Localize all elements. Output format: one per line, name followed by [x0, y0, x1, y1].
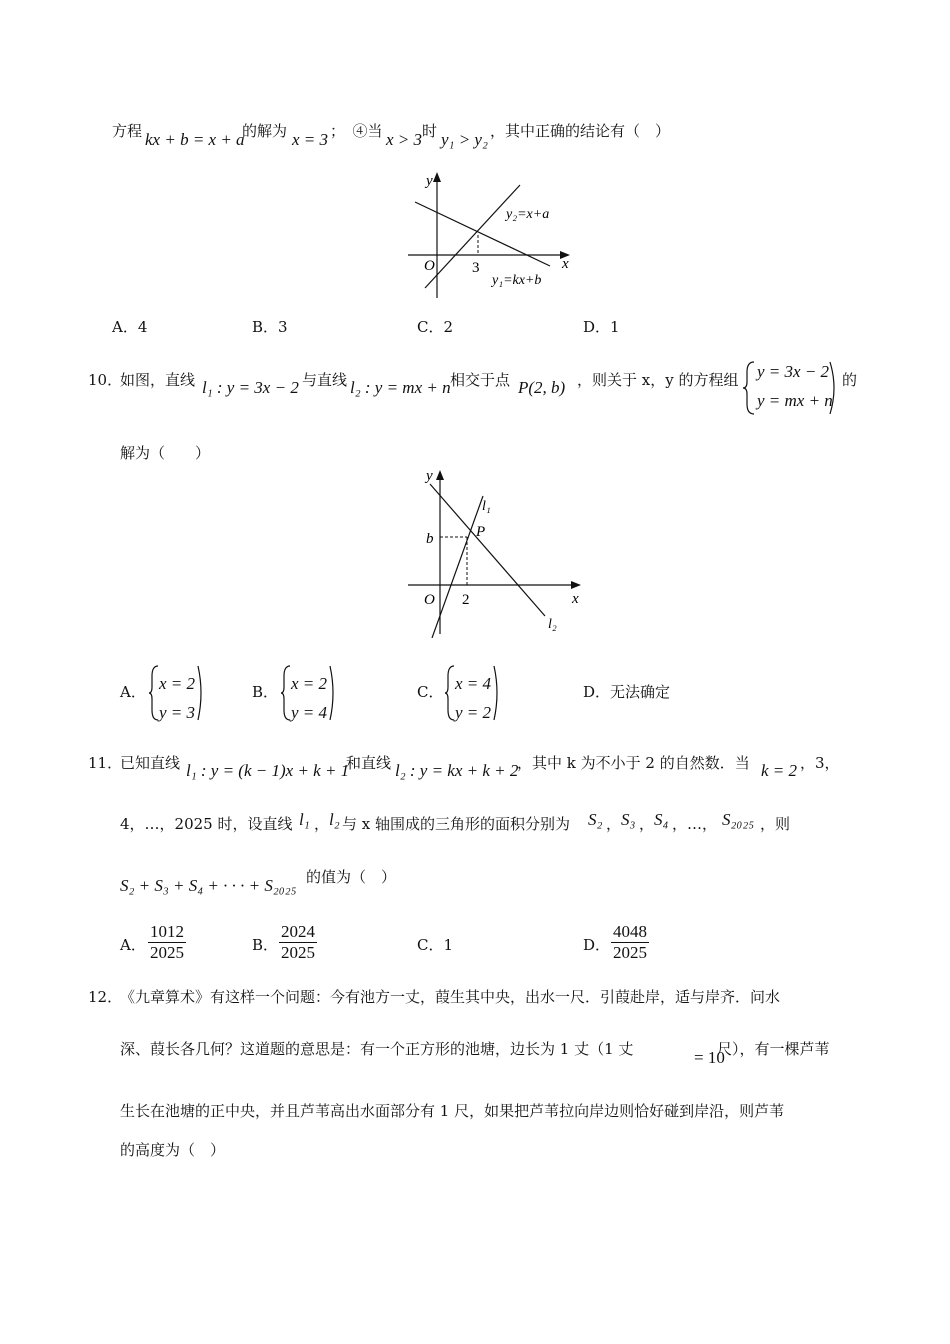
q11-text: ， [639, 815, 655, 833]
q9-text: 时 [422, 122, 438, 140]
q11-text: ，则 [760, 815, 791, 833]
denominator: 2025 [613, 943, 647, 962]
q10-point: P(2, b) [518, 378, 566, 397]
y1-label: y₁=kx+b [492, 273, 542, 288]
l1-label: l₁ [482, 499, 491, 514]
q9-condition: x > 3 [386, 130, 423, 149]
q11-option-b-fraction [279, 922, 317, 963]
q11-text: ，3， [800, 754, 840, 772]
q9-option-d[interactable]: D．1 [583, 318, 620, 336]
q11-text: 4，…，2025 时，设直线 [120, 815, 293, 833]
q10-text: 相交于点 [450, 371, 511, 389]
tick-3: 3 [472, 260, 480, 276]
y-label: y [426, 468, 433, 484]
q11-k2: k = 2 [761, 761, 798, 780]
q11-option-a-fraction [148, 922, 186, 963]
q10-option-a-label[interactable]: A． [120, 683, 146, 701]
q11-sum: S₂ + S₃ + S₄ + · · · + S₂₀₂₅ [120, 876, 297, 895]
p-label: P [476, 524, 486, 540]
q11-option-b-label[interactable]: B． [252, 936, 279, 954]
q11-l1-sym: l₁ [299, 810, 310, 829]
q11-text: 的值为（ ） [306, 868, 397, 886]
q12-line3: 生长在池塘的正中央，并且芦苇高出水面部分有 1 尺，如果把芦苇拉向岸边则恰好碰到岸沿，则芦苇 [120, 1102, 785, 1120]
q10-text: ，则关于 x，y 的方程组 [577, 371, 739, 389]
q11-s3: S₃ [621, 810, 636, 829]
q10-number: 10． [88, 371, 123, 389]
q10-option-c-row2: y = 2 [455, 703, 492, 722]
q11-option-c[interactable]: C．1 [417, 936, 454, 954]
q10-text: 与直线 [302, 371, 348, 389]
q11-number: 11． [88, 754, 123, 772]
y-axis-arrow [436, 470, 444, 480]
q10-option-b-label[interactable]: B． [252, 683, 279, 701]
q9-solution: x = 3 [292, 130, 329, 149]
q11-s4: S₄ [654, 810, 669, 829]
q9-option-b[interactable]: B．3 [252, 318, 288, 336]
y2-label: y₂=x+a [506, 207, 550, 222]
q12-line1: 《九章算术》有这样一个问题：今有池方一丈，葭生其中央，出水一尺．引葭赴岸，适与岸齐．问水 [120, 988, 781, 1006]
x-label: x [562, 256, 569, 272]
q11-option-d-label[interactable]: D． [583, 936, 611, 954]
denominator: 2025 [150, 943, 184, 962]
q10-option-c-paren [492, 664, 502, 722]
origin-label: O [424, 592, 435, 608]
q11-text: 与 x 轴围成的三角形的面积分别为 [342, 815, 570, 833]
origin-label: O [424, 258, 435, 274]
numerator: 4048 [613, 922, 647, 941]
x-label: x [572, 591, 579, 607]
b-label: b [426, 531, 434, 547]
q10-l1: l₁ : y = 3x − 2 [202, 378, 299, 397]
denominator: 2025 [281, 943, 315, 962]
q10-right-paren [828, 360, 842, 416]
q9-option-a[interactable]: A．4 [112, 318, 148, 336]
q11-s2: S₂ [588, 810, 603, 829]
q9-option-c[interactable]: C．2 [417, 318, 454, 336]
q9-text: ； ④当 [330, 122, 383, 140]
q10-l2: l₂ : y = mx + n [350, 378, 451, 397]
q11-l2-sym: l₂ [329, 810, 340, 829]
numerator: 1012 [150, 922, 184, 941]
q10-option-a-paren [196, 664, 206, 722]
q12-line2a: 深、葭长各几何？这道题的意思是：有一个正方形的池塘，边长为 1 丈（1 丈 [120, 1040, 634, 1058]
q9-line: 方程 [112, 122, 143, 140]
q10-text: 解为（ ） [120, 444, 211, 462]
q10-option-c-row1: x = 4 [455, 674, 492, 693]
q10-option-b-paren [328, 664, 338, 722]
q9-equation: kx + b = x + a [145, 130, 245, 149]
q10-text: 如图，直线 [120, 371, 196, 389]
q11-text: ，其中 k 为不小于 2 的自然数．当 [517, 754, 750, 772]
q9-inequality: y₁ > y₂ [441, 130, 488, 149]
l2-label: l₂ [548, 617, 557, 632]
q10-option-b-row1: x = 2 [291, 674, 328, 693]
q11-text: ，…， [672, 815, 718, 833]
x-axis-arrow [571, 581, 581, 589]
y-axis-arrow [433, 172, 441, 182]
q11-text: 和直线 [346, 754, 392, 772]
tick-2: 2 [462, 592, 470, 608]
q10-option-a-row1: x = 2 [159, 674, 196, 693]
q10-system-row2: y = mx + n [757, 391, 833, 410]
q10-text: 的 [842, 371, 858, 389]
q10-option-b-row2: y = 4 [291, 703, 328, 722]
q11-l2: l₂ : y = kx + k + 2 [395, 761, 519, 780]
q10-option-c-label[interactable]: C． [417, 683, 444, 701]
q12-line2b: 尺），有一棵芦苇 [717, 1040, 830, 1058]
q10-graph [400, 466, 590, 638]
q10-left-brace [742, 360, 758, 416]
q12-number: 12． [88, 988, 123, 1006]
q10-option-d[interactable]: D．无法确定 [583, 683, 671, 701]
q9-text: ，其中正确的结论有（ ） [490, 122, 671, 140]
q12-eq10: = 10 [694, 1048, 725, 1067]
q11-text: 已知直线 [120, 754, 181, 772]
q11-text: ， [606, 815, 622, 833]
q10-system-row1: y = 3x − 2 [757, 362, 830, 381]
q11-option-d-fraction [611, 922, 649, 963]
q9-text: 的解为 [242, 122, 288, 140]
q10-option-a-row2: y = 3 [159, 703, 196, 722]
numerator: 2024 [281, 922, 315, 941]
y-label: y [426, 173, 433, 189]
q11-option-a-label[interactable]: A． [120, 936, 146, 954]
q12-line4: 的高度为（ ） [120, 1141, 226, 1159]
q11-l1: l₁ : y = (k − 1)x + k + 1 [186, 761, 350, 780]
q11-text: ， [314, 815, 330, 833]
q11-s2025: S₂₀₂₅ [722, 810, 755, 829]
q9-graph [400, 168, 580, 300]
